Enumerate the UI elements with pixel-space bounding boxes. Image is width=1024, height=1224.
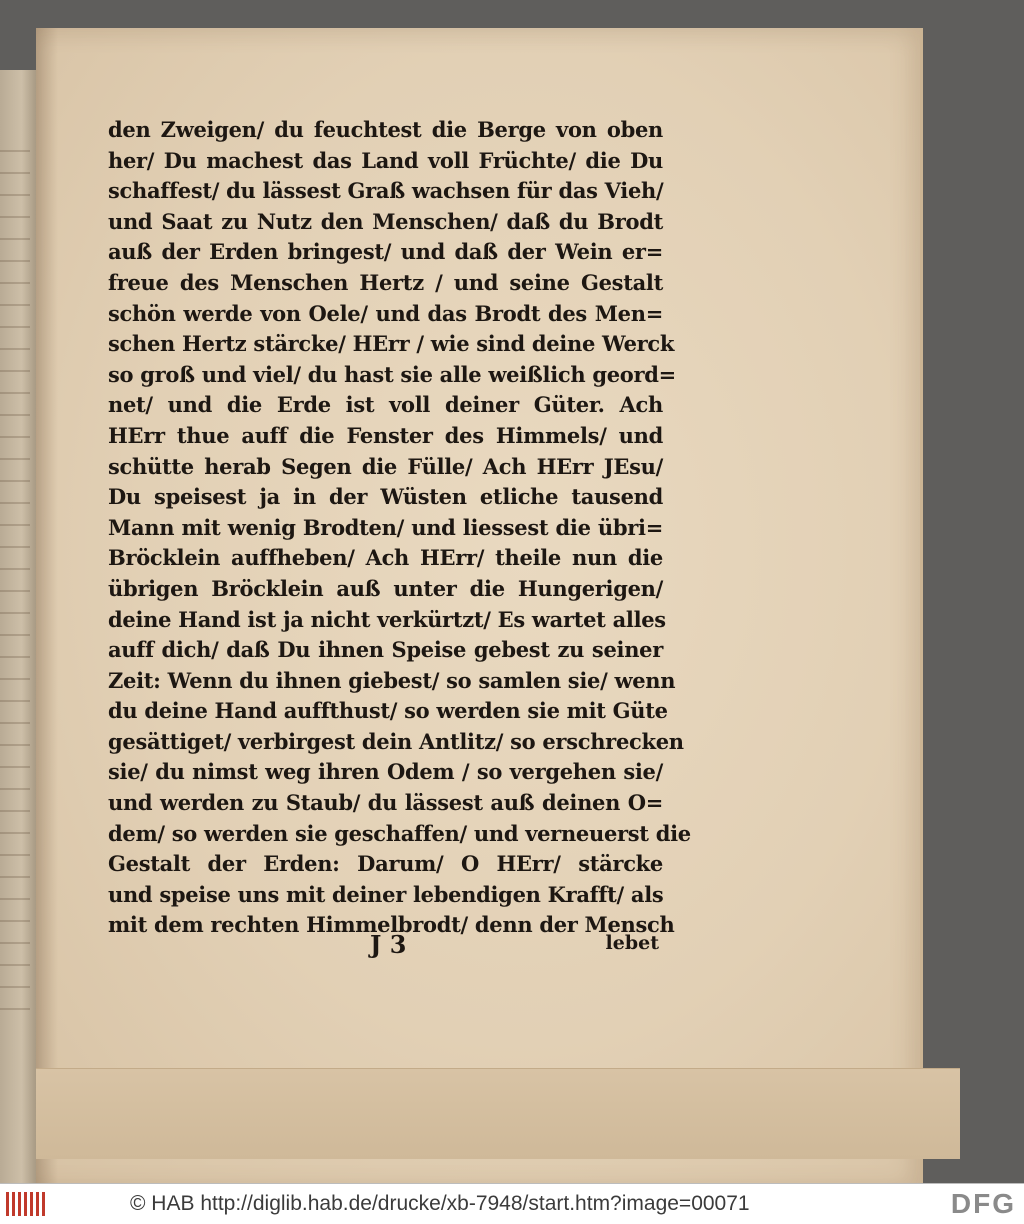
- text-line: du deine Hand auffthust/ so werden sie mit Güte: [108, 698, 668, 724]
- text-line: her/ Du machest das Land voll Früchte/ die Du: [108, 147, 663, 173]
- attribution-bar: [0, 1183, 1024, 1224]
- text-line: Bröcklein auffheben/ Ach HErr/ theile nun die: [108, 545, 663, 571]
- text-line: gesättiget/ verbirgest dein Antlitz/ so erschrecken: [108, 728, 684, 754]
- text-line: schön werde von Oele/ und das Brodt des Men=: [108, 300, 663, 326]
- text-line: sie/ du nimst weg ihren Odem / so vergehen sie/: [108, 759, 663, 785]
- text-line: schaffest/ du lässest Graß wachsen für das Vieh/: [108, 178, 664, 204]
- page-footer: [108, 930, 663, 962]
- hab-logo-icon: [6, 1192, 48, 1216]
- text-line: dem/ so werden sie geschaffen/ und verneuerst die: [108, 820, 691, 846]
- text-line: auß der Erden bringest/ und daß der Wein er=: [108, 239, 663, 265]
- text-line: und Saat zu Nutz den Menschen/ daß du Brodt: [108, 208, 663, 234]
- dfg-logo: DFG: [950, 1188, 1016, 1219]
- text-line: deine Hand ist ja nicht verkürtzt/ Es wartet alles: [108, 606, 666, 632]
- text-line: den Zweigen/ du feuchtest die Berge von oben: [108, 117, 663, 142]
- text-line: schütte herab Segen die Fülle/ Ach HErr JEsu/: [108, 453, 663, 479]
- text-line: HErr thue auff die Fenster des Himmels/ und: [108, 422, 663, 448]
- text-line: Zeit: Wenn du ihnen giebest/ so samlen sie/ wenn: [108, 667, 676, 693]
- text-line: net/ und die Erde ist voll deiner Güter. Ach: [108, 392, 663, 418]
- text-line: freue des Menschen Hertz / und seine Gestalt: [108, 269, 663, 295]
- text-line: Mann mit wenig Brodten/ und liessest die übri=: [108, 514, 663, 540]
- text-line: und werden zu Staub/ du lässest auß deinen O=: [108, 790, 663, 816]
- previous-page-edge: [0, 70, 36, 1183]
- catchword: lebet: [605, 932, 659, 954]
- text-line: und speise uns mit deiner lebendigen Krafft/ als: [108, 881, 664, 907]
- text-line: schen Hertz stärcke/ HErr / wie sind deine Werck: [108, 331, 675, 357]
- text-line: Gestalt der Erden: Darum/ O HErr/ stärcke: [108, 851, 663, 877]
- page-spine-shadow: [36, 28, 58, 1183]
- text-line: so groß und viel/ du hast sie alle weißlich geord=: [108, 361, 676, 387]
- previous-page-text-traces: [0, 150, 30, 1030]
- signature-mark: J 3: [370, 930, 407, 959]
- text-line: auff dich/ daß Du ihnen Speise gebest zu seiner: [108, 637, 663, 663]
- page-text-block: [108, 115, 691, 941]
- text-line: mit dem rechten Himmelbrodt/ denn der Mensch: [108, 912, 675, 938]
- text-line: Du speisest ja in der Wüsten etliche tausend: [108, 484, 663, 510]
- source-url[interactable]: © HAB http://diglib.hab.de/drucke/xb-7948/start.htm?image=00071: [130, 1192, 750, 1215]
- text-line: übrigen Bröcklein auß unter die Hungerigen/: [108, 575, 663, 601]
- page-lower-edge: [36, 1068, 960, 1159]
